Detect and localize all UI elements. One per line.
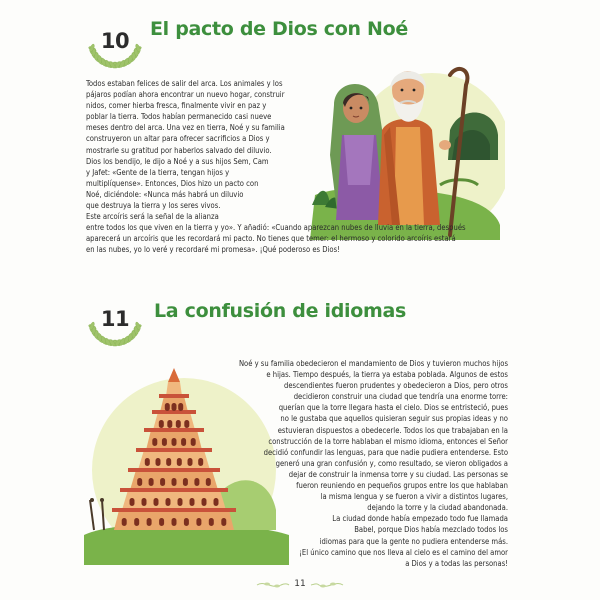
section-10-text xyxy=(86,78,466,256)
text-line: decidió confundir las lenguas, para que nadie pudiera entenderse. Esto xyxy=(263,447,508,457)
tower-window xyxy=(194,478,199,486)
text-line: aparecerá un arcoíris que les recordará mi pacto. No tienes que temer: el hermoso y colorido arcoíris estará xyxy=(86,234,456,244)
text-line: generó una gran confusión y, como resultado, se vieron obligados a xyxy=(275,458,508,468)
tower-window xyxy=(134,518,139,526)
text-line: querían que la torre llegara hasta el cielo. Dios se entristeció, pues xyxy=(278,403,508,413)
tower-window xyxy=(152,438,157,446)
tower-window xyxy=(137,478,142,486)
footer-ornament-icon xyxy=(309,580,345,590)
laurel-wreath-badge xyxy=(86,12,144,70)
tower-window xyxy=(198,458,203,466)
text-line: la misma lengua y se fueron a vivir a distintos lugares, xyxy=(320,492,508,502)
tower-window xyxy=(191,438,196,446)
section-number: 11 xyxy=(100,307,130,331)
text-line: Dios los bendijo, le dijo a Noé y a sus hijos Sem, Cam xyxy=(86,156,269,166)
tower-window xyxy=(190,498,195,506)
text-line: poblar la tierra. Todos habían permanecido casi nueve xyxy=(86,112,272,122)
text-line: a Dios y a todas las personas! xyxy=(405,558,508,568)
text-line: descendientes fueron prudentes y obedecieron a Dios, pero otros xyxy=(283,381,508,391)
text-line: y Jafet: «Gente de la tierra, tengan hijos y xyxy=(86,167,230,177)
tower-window xyxy=(147,518,152,526)
tower-window xyxy=(166,458,171,466)
tower-window xyxy=(156,458,161,466)
text-line: pájaros podían ahora encontrar un nuevo hogar, construir xyxy=(86,90,285,100)
tower-window xyxy=(162,438,167,446)
text-line: Babel, porque Dios había mezclado todos los xyxy=(354,525,508,535)
section-11-text xyxy=(208,358,508,569)
tower-window xyxy=(172,478,177,486)
text-line: que destruya la tierra y los seres vivos. xyxy=(86,201,221,211)
text-line: idiomas para que la gente no pudiera entenderse más. xyxy=(319,536,508,546)
tower-window xyxy=(159,518,164,526)
tower-window xyxy=(172,438,177,446)
section-title: El pacto de Dios con Noé xyxy=(150,18,409,40)
tower-window xyxy=(188,458,193,466)
text-line: construyeron un altar para ofrecer sacrificios a Dios y xyxy=(86,134,270,144)
tower-window xyxy=(145,458,150,466)
tower-window xyxy=(166,498,171,506)
tower-window xyxy=(181,438,186,446)
text-line: en las nubes, yo lo veré y recordaré mi promesa». ¡Qué poderoso es Dios! xyxy=(86,245,340,255)
tower-window xyxy=(178,403,183,411)
text-line: Este arcoíris será la señal de la alianza xyxy=(86,212,219,222)
laurel-wreath-badge xyxy=(86,290,144,348)
text-line: Noé y su familia obedecieron el mandamiento de Dios y tuvieron muchos hijos xyxy=(238,359,508,368)
tower-window xyxy=(172,403,177,411)
text-line: fueron reuniendo en pequeños grupos entre los que hablaban xyxy=(296,481,508,491)
tower-window xyxy=(130,498,135,506)
tower-window xyxy=(196,518,201,526)
tower-window xyxy=(184,420,189,428)
tower-window xyxy=(178,498,183,506)
text-line: La ciudad donde había empezado todo fue llamada xyxy=(332,514,508,524)
tower-window xyxy=(122,518,127,526)
tower-window xyxy=(172,518,177,526)
tower-window xyxy=(183,478,188,486)
tower-window xyxy=(176,420,181,428)
tower-window xyxy=(167,420,172,428)
text-line: e hijas. Tiempo después, la tierra ya estaba poblada. Algunos de estos xyxy=(266,370,508,380)
text-line: estuvieran dispuestos a obedecerle. Todos los que trabajaban en la xyxy=(277,425,508,435)
text-line: nidos, comer hierba fresca, finalmente vivir en paz y xyxy=(86,101,267,111)
text-line: decidieron construir una ciudad que tendría una enorme torre: xyxy=(293,392,508,402)
text-line: ¡El único camino que nos lleva al cielo es el camino del amor xyxy=(299,547,508,557)
text-line: multiplíquense». Entonces, Dios hizo un pacto con xyxy=(86,178,259,188)
tower-window xyxy=(165,403,170,411)
tower-window xyxy=(177,458,182,466)
text-line: meses dentro del arca. Una vez en tierra, Noé y su familia xyxy=(86,123,285,133)
text-line: Todos estaban felices de salir del arca. Los animales y los xyxy=(86,79,283,88)
tower-window xyxy=(202,498,207,506)
tower-window xyxy=(159,420,164,428)
section-number: 10 xyxy=(100,29,130,53)
tower-window xyxy=(142,498,147,506)
section-title: La confusión de idiomas xyxy=(154,300,407,322)
text-line: dejar de construir la inmensa torre y su ciudad. Las personas se xyxy=(288,469,508,479)
tower-window xyxy=(184,518,189,526)
text-line: no le gustaba que aquellos quisieran seguir sus propias ideas y no xyxy=(280,414,508,424)
text-line: dejando la torre y la ciudad abandonada. xyxy=(367,503,508,513)
text-line: construcción de la torre hablaban el mismo idioma, entonces el Señor xyxy=(268,436,508,446)
text-line: entre todos los que viven en la tierra y yo». Y añadió: «Cuando aparezcan nubes de lluvia en la tierra, después xyxy=(86,223,466,233)
tower-window xyxy=(149,478,154,486)
tower-window xyxy=(160,478,165,486)
tower-window xyxy=(154,498,159,506)
text-line: Noé, diciéndole: «Nunca más habrá un diluvio xyxy=(86,189,244,199)
text-line: mostrarle su gratitud por haberlos salvado del diluvio. xyxy=(86,145,272,155)
page-number: 11 xyxy=(294,579,306,589)
